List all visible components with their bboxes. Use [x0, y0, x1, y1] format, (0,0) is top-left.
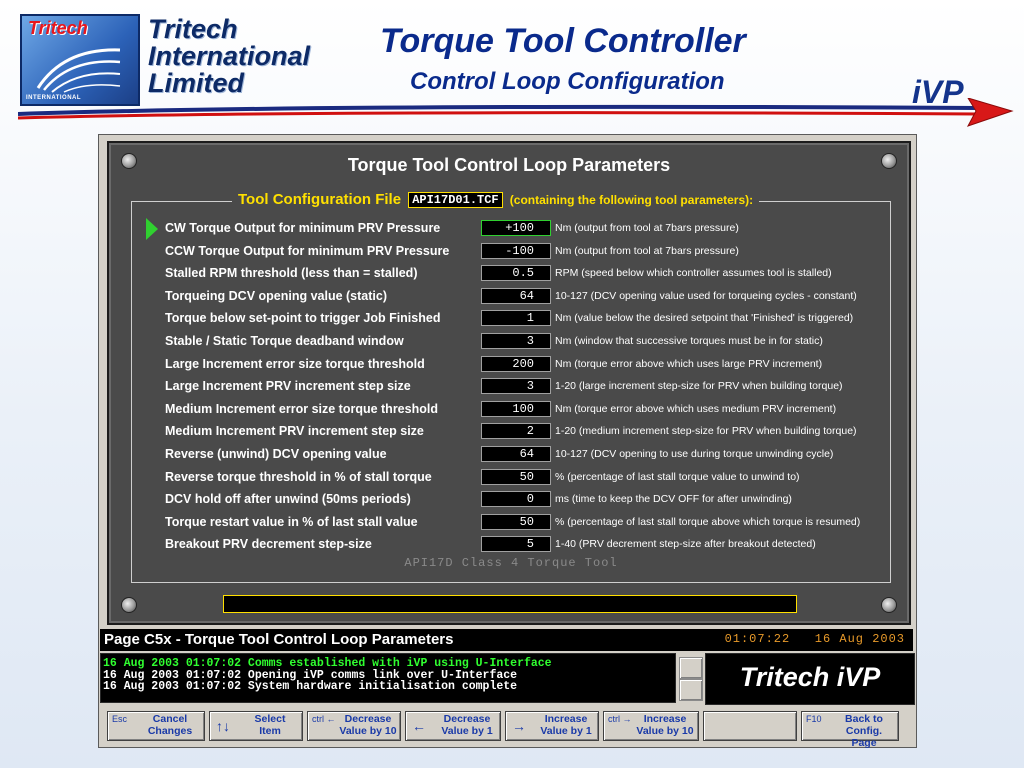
event-log [100, 653, 676, 703]
group-label: Tool Configuration File [238, 191, 402, 208]
parameter-row[interactable] [132, 263, 890, 285]
parameter-description: RPM (speed below which controller assumes tool is stalled) [555, 267, 832, 280]
parameter-row[interactable] [132, 534, 890, 556]
status-entry-field[interactable] [223, 595, 797, 613]
parameter-label: Reverse (unwind) DCV opening value [165, 447, 387, 461]
function-key-label: ← [412, 718, 426, 734]
log-line: 16 Aug 2003 01:07:02 Opening iVP comms link over U-Interface [103, 668, 518, 682]
log-scroll-up-button[interactable] [679, 657, 703, 679]
parameter-description: % (percentage of last stall torque above which torque is resumed) [555, 515, 861, 528]
function-key-caption [536, 713, 596, 737]
log-scroll-down-button[interactable] [679, 679, 703, 701]
function-key-caption [634, 713, 696, 737]
page-name: Page C5x - Torque Tool Control Loop Parameters [104, 631, 454, 648]
screw-icon [881, 597, 897, 613]
logo-badge [20, 14, 140, 106]
parameter-label: Large Increment error size torque threshold [165, 356, 425, 371]
parameter-description: Nm (output from tool at 7bars pressure) [555, 244, 739, 257]
screw-icon [121, 597, 137, 613]
function-key-caption-line: Value by 1 [540, 725, 592, 737]
function-key-button[interactable] [801, 711, 899, 749]
parameter-row[interactable] [132, 399, 890, 421]
slide-title: Torque Tool Controller [380, 22, 746, 60]
parameter-label: Torque restart value in % of last stall value [165, 514, 418, 529]
logo-wordmark [148, 16, 310, 97]
function-key-caption-line: Increase [544, 713, 588, 725]
clock [725, 632, 905, 646]
parameter-row[interactable] [132, 218, 890, 240]
parameter-label: Torqueing DCV opening value (static) [165, 288, 388, 303]
parameter-label: DCV hold off after unwind (50ms periods) [165, 492, 411, 507]
function-key-caption-line: Cancel [152, 713, 188, 725]
parameter-description: 1-20 (large increment step-size for PRV when building torque) [555, 380, 843, 393]
parameter-value-field[interactable]: 2 [481, 423, 551, 439]
log-line: 16 Aug 2003 01:07:02 System hardware initialisation complete [103, 680, 518, 693]
function-key-label: F10 [806, 714, 822, 724]
parameter-value-field[interactable]: +100 [481, 220, 551, 236]
parameter-row[interactable] [132, 421, 890, 443]
parameter-value-field[interactable]: 3 [481, 333, 551, 349]
panel-title: Torque Tool Control Loop Parameters [347, 155, 671, 175]
parameter-description: Nm (window that successive torques must be in for static) [555, 335, 823, 347]
logo-badge-text: Tritech [28, 18, 88, 38]
parameter-label: CW Torque Output for minimum PRV Pressure [165, 221, 441, 235]
parameter-row[interactable] [132, 241, 890, 263]
function-key-label: Esc [112, 714, 128, 724]
ivp-mark: iVP [912, 74, 964, 110]
parameter-value-field[interactable]: 1 [481, 310, 551, 326]
function-key-caption-line: Value by 10 [636, 725, 694, 737]
parameter-label: Large Increment PRV increment step size [165, 379, 411, 394]
log-line: 16 Aug 2003 01:07:02 Comms established with iVP using U-Interface [103, 657, 552, 670]
function-key-button[interactable] [107, 711, 205, 741]
function-key-caption [240, 713, 300, 737]
parameter-row[interactable] [132, 286, 890, 308]
config-file-name[interactable]: API17D01.TCF [408, 192, 502, 208]
function-key-label: ctrl → [608, 714, 632, 724]
parameter-description: 10-127 (DCV opening to use during torque unwinding cycle) [555, 448, 834, 460]
parameter-description: ms (time to keep the DCV OFF for after unwinding) [555, 493, 792, 506]
function-key-caption-line: Decrease [443, 713, 491, 725]
parameter-value-field[interactable]: -100 [481, 243, 551, 259]
header-swoosh-arrow [18, 98, 1016, 128]
parameter-description: 10-127 (DCV opening value used for torqueing cycles - constant) [555, 289, 857, 302]
parameter-description: Nm (torque error above which uses large PRV increment) [555, 357, 823, 370]
logo-line-1: Tritech [148, 14, 238, 44]
parameter-value-field[interactable]: 50 [481, 469, 551, 485]
function-key-label: ↑↓ [216, 718, 230, 734]
logo-badge-sub: INTERNATIONAL [26, 95, 82, 101]
function-key-button[interactable] [209, 711, 303, 741]
function-key-caption-line: Back to [845, 713, 883, 725]
function-key-caption-line: Changes [147, 725, 193, 737]
parameter-row[interactable] [132, 308, 890, 330]
parameter-value-field[interactable]: 64 [481, 446, 551, 462]
parameter-description: 1-40 (PRV decrement step-size after breakout detected) [555, 538, 816, 551]
parameter-row[interactable] [132, 331, 890, 353]
app-window [98, 134, 917, 748]
parameter-description: Nm (value below the desired setpoint that 'Finished' is triggered) [555, 312, 854, 325]
function-key-button[interactable] [603, 711, 699, 741]
function-key-caption-line: Value by 1 [441, 725, 493, 737]
tool-configuration-group [131, 191, 891, 583]
clock-time: 01:07:22 [724, 632, 791, 646]
clock-date: 16 Aug 2003 [814, 632, 905, 646]
brand-box [705, 653, 915, 705]
slide-subtitle: Control Loop Configuration [410, 68, 725, 95]
parameter-description: Nm (output from tool at 7bars pressure) [555, 222, 739, 234]
page-bar [100, 629, 913, 651]
logo-line-2: International [148, 41, 311, 71]
parameter-value-field[interactable]: 100 [481, 401, 551, 417]
function-key-label: → [512, 718, 526, 734]
function-key-caption-line: Increase [643, 713, 687, 725]
function-key-caption-line: Config. Page [845, 725, 883, 749]
brand-text: Tritech iVP [739, 662, 881, 692]
parameter-value-field[interactable]: 0 [481, 491, 551, 507]
parameter-label: CCW Torque Output for minimum PRV Pressure [165, 243, 450, 258]
function-key-caption [138, 713, 202, 737]
function-key-caption-line: Value by 10 [339, 725, 397, 737]
function-key-caption [832, 713, 896, 749]
parameter-row[interactable] [132, 444, 890, 466]
function-key-button[interactable] [505, 711, 599, 741]
parameter-value-field[interactable]: 50 [481, 514, 551, 530]
parameter-label: Medium Increment PRV increment step size [165, 424, 424, 439]
function-key-caption-line: Select [254, 713, 286, 725]
function-key-label: ctrl ← [312, 714, 336, 724]
parameter-label: Medium Increment error size torque threshold [165, 401, 438, 416]
parameter-description: Nm (torque error above which uses medium PRV increment) [555, 402, 837, 415]
parameter-value-field[interactable]: 200 [481, 356, 551, 372]
selected-arrow-icon [146, 218, 158, 240]
function-key-caption [436, 713, 498, 737]
function-key-button[interactable] [703, 711, 797, 741]
logo-line-3: Limited [148, 68, 245, 98]
group-label-suffix: (containing the following tool parameters): [509, 193, 754, 207]
parameter-value-field[interactable]: 0.5 [481, 265, 551, 281]
parameter-value-field[interactable]: 64 [481, 288, 551, 304]
parameters-panel [107, 141, 911, 625]
parameter-label: Stalled RPM threshold (less than = stalled) [165, 266, 418, 281]
parameter-row[interactable] [132, 376, 890, 398]
parameter-row[interactable] [132, 489, 890, 511]
parameter-row[interactable] [132, 467, 890, 489]
tool-class-label: API17D Class 4 Torque Tool [404, 556, 618, 570]
function-key-button[interactable] [405, 711, 501, 741]
parameter-label: Stable / Static Torque deadband window [165, 334, 404, 348]
function-key-caption [338, 713, 398, 737]
parameter-row[interactable] [132, 354, 890, 376]
parameter-label: Breakout PRV decrement step-size [165, 537, 372, 552]
parameter-description: 1-20 (medium increment step-size for PRV when building torque) [555, 425, 857, 438]
function-key-button[interactable] [307, 711, 401, 741]
group-legend [232, 191, 759, 208]
logo-swirl-icon [34, 42, 124, 94]
function-key-caption-line: Decrease [344, 713, 392, 725]
function-key-bar [107, 711, 907, 749]
parameter-value-field[interactable]: 3 [481, 378, 551, 394]
parameter-description: % (percentage of last stall torque value to unwind to) [555, 470, 800, 483]
parameter-label: Torque below set-point to trigger Job Finished [165, 311, 441, 326]
function-key-caption-line: Item [259, 725, 281, 737]
parameter-value-field[interactable]: 5 [481, 536, 551, 552]
parameter-row[interactable] [132, 512, 890, 534]
tritech-logo [20, 14, 340, 106]
parameter-label: Reverse torque threshold in % of stall torque [165, 469, 432, 484]
